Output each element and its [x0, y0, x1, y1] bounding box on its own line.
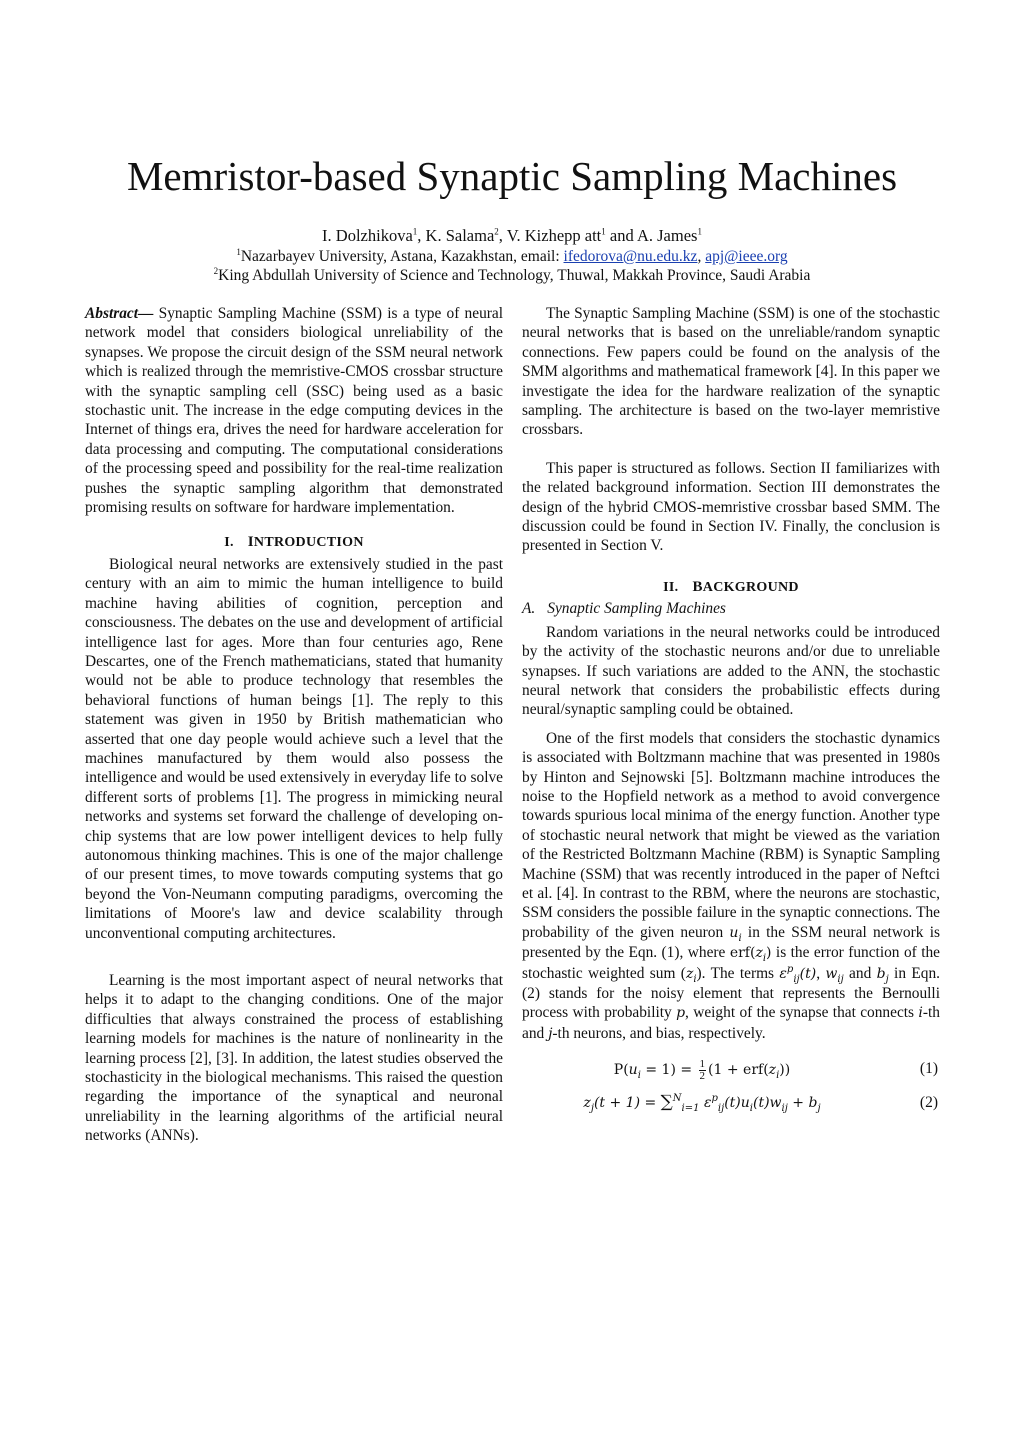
subsection-letter: A. — [522, 600, 536, 618]
fraction-numerator: 1 — [699, 1058, 706, 1071]
math-subscript: j — [590, 1103, 594, 1115]
subsection-title: Synaptic Sampling Machines — [547, 600, 726, 618]
affiliation-text: Nazarbayev University, Astana, Kazakhstan, email: — [240, 248, 564, 265]
section-number: I. — [224, 535, 234, 551]
paragraph: The Synaptic Sampling Machine (SSM) is one of the stochastic neural networks that is based on the unreliable/random synaptic connections. Few papers could be found on the analysis of the SMM algorithms and mathematical framework [4]. In this paper we investigate the idea for the hardware realization of the synaptic sampling. The architecture is based on the two-layer memristive crossbars. — [522, 305, 940, 439]
math-argument: (t) — [724, 1095, 741, 1112]
math-text: = 1) = — [640, 1062, 697, 1079]
section-title-initial: B — [692, 578, 703, 595]
paragraph: This paper is structured as follows. Section II familiarizes with the related background information. Section III demonstrates the design of the hybrid CMOS-memristive crossbar based SMM. The discussion could be found in Section IV. Finally, the conclusion is presented in Section V. — [522, 459, 940, 555]
equation-number: (1) — [919, 1060, 938, 1078]
affiliation-text: King Abdullah University of Science and Technology, Thuwal, Makkah Province, Saudi Arabia — [218, 267, 811, 284]
math-subscript: ij — [793, 973, 800, 985]
text-run: is the error function of the stochastic weighted sum ( — [522, 944, 940, 982]
text-run: , — [816, 964, 821, 982]
math-function: erf( — [729, 945, 756, 962]
math-subscript: i — [776, 1070, 780, 1082]
math-symbol: p — [676, 1005, 686, 1022]
left-column — [85, 304, 503, 1146]
math-subscript: j — [817, 1103, 821, 1115]
affiliation-mark: 1 — [236, 246, 241, 257]
equation-body — [522, 1093, 882, 1113]
math-symbol: w — [825, 965, 838, 982]
math-symbol: w — [769, 1095, 782, 1112]
math-symbol: ε — [779, 965, 787, 982]
paper-title: Memristor-based Synaptic Sampling Machines — [126, 153, 898, 199]
equation-number: (2) — [919, 1094, 938, 1112]
right-column — [522, 304, 940, 1121]
section-title-initial: I — [247, 534, 254, 551]
math-superscript: p — [711, 1093, 718, 1105]
math-argument: (t) — [799, 965, 817, 982]
author-list — [0, 225, 1024, 247]
author-separator: and — [605, 226, 637, 245]
math-subscript: j — [885, 973, 889, 985]
section-title-rest: ACKGROUND — [702, 579, 799, 595]
math-symbol: b — [808, 1095, 818, 1112]
math-subscript: ij — [717, 1103, 725, 1115]
text-run: in Eqn. (2) stands for the noisy element that represents the Bernoulli process with probability — [522, 964, 941, 1022]
subsection-heading — [522, 599, 940, 618]
affiliation-mark: 2 — [213, 265, 219, 276]
author-affiliation-mark: 1 — [697, 226, 702, 237]
math-symbol: j — [548, 1025, 553, 1042]
abstract-label: Abstract— — [85, 305, 154, 322]
section-title-rest: NTRODUCTION — [253, 535, 364, 551]
affiliation-2 — [0, 266, 1024, 286]
author-affiliation-mark: 1 — [412, 226, 418, 237]
author-name: V. Kizhepp att — [506, 226, 602, 245]
math-symbol: ε — [699, 1095, 712, 1112]
math-text: (t + 1) = — [593, 1095, 661, 1112]
math-subscript: i — [749, 1103, 753, 1115]
math-subscript: i — [762, 953, 767, 965]
summation-symbol: ∑ — [660, 1092, 673, 1113]
section-number: II. — [663, 579, 679, 595]
math-subscript: i — [693, 973, 697, 985]
math-symbol: i — [918, 1005, 923, 1022]
math-symbol: z — [583, 1095, 591, 1112]
math-text: )) — [779, 1062, 791, 1079]
math-subscript: i — [637, 1070, 641, 1082]
text-run: ). The terms — [696, 964, 780, 982]
math-subscript: ij — [837, 973, 844, 985]
author-name: A. James — [636, 226, 698, 245]
text-run: in the SSM neural network is presented by the Eqn. (1), where — [522, 923, 940, 962]
fraction-denominator: 2 — [699, 1070, 706, 1083]
math-paren: ) — [766, 945, 772, 962]
paragraph: Biological neural networks are extensively studied in the past century with an aim to mimic the human intelligence to build machine having abilities of cognition, perception and consciousness. The debates on the use and development of artificial intelligence last for ages. More than four centuries ago, Rene Descartes, one of the French mathematicians, stated that humanity would not be able to produce technology that resembles the behavioral functions of human beings [1]. The reply to this statement was given in 1950 by British mathematician who asserted that one day people would achieve such a level that the machines manufactured by them would also possess the intelligence and would be used extensively in everyday life to solve different sorts of problems [1]. The progress in mimicking neural networks and systems set forward the challenge of developing on-chip systems that are low power intelligent devices to help fully autonomous thinking machines. This is one of the major challenge of our present times, to move towards computing systems that go beyond the Von-Neumann computing paradigms, overcoming the limitations of Moore's law and device scalability through unconventional computing architectures. — [85, 555, 503, 942]
math-text: P( — [613, 1062, 629, 1079]
math-argument: (t) — [752, 1095, 770, 1112]
paragraph: Random variations in the neural networks could be introduced by the activity of the stochastic neurons and/or due to unreliable synapses. If such variations are added to the ANN, the stochastic neural network that considers the probabilistic effects during neural/synaptic sampling could be obtained. — [522, 623, 940, 719]
email-link[interactable]: ifedorova@nu.edu.kz — [563, 248, 698, 265]
math-superscript: N — [672, 1093, 682, 1105]
section-heading-introduction — [85, 533, 503, 552]
fraction — [699, 1059, 707, 1082]
author-name: K. Salama — [425, 226, 495, 245]
email-separator: , — [697, 248, 706, 265]
math-text: + — [787, 1095, 809, 1112]
text-run: , weight of the synapse that connects — [685, 1004, 919, 1022]
math-symbol: z — [755, 945, 763, 962]
math-symbol: z — [685, 965, 694, 982]
text-run: and — [843, 964, 877, 982]
author-name: I. Dolzhikova — [322, 226, 413, 245]
equation-2 — [522, 1087, 940, 1121]
text-run: -th and — [522, 1004, 940, 1042]
math-symbol: u — [729, 924, 739, 941]
math-symbol: u — [740, 1095, 750, 1112]
text-run: -th neurons, and bias, respectively. — [552, 1024, 766, 1042]
math-subscript: i — [738, 932, 742, 944]
paragraph: Learning is the most important aspect of neural networks that helps it to adapt to the changing conditions. One of the major difficulties that always constrained the process of establishing learning models for machines is the nature of nonlinearity in the learning process [2], [3]. In addition, the latest studies observed the stochasticity in the biological mechanisms. This raised the question regarding the importance of the synaptical and neuronal unreliability in the learning algorithms of the artificial neural networks (ANNs). — [85, 972, 503, 1145]
math-subscript: ij — [781, 1103, 788, 1115]
author-affiliation-mark: 1 — [601, 226, 606, 237]
author-separator: , — [498, 226, 507, 245]
author-affiliation-mark: 2 — [494, 226, 499, 237]
math-subscript: i=1 — [681, 1103, 700, 1115]
math-symbol: u — [628, 1062, 638, 1079]
equation-1 — [522, 1053, 940, 1087]
abstract-text: Synaptic Sampling Machine (SSM) is a type of neural network model that considers biological unreliability of the synapses. We propose the circuit design of the SSM neural network which is realized through the memristive-CMOS crossbar structure with the synaptic sampling cell (SSC) being used as a basic stochastic unit. The increase in the edge computing devices in the Internet of things era, drives the need for hardware acceleration for data processing and computing. The computational considerations of the processing speed and possibility for the real-time realization pushes the synaptic sampling algorithm that demonstrated promising results on software for hardware implementation. — [85, 305, 503, 517]
paragraph-with-math — [522, 729, 940, 1045]
math-text: (1 + erf( — [708, 1062, 769, 1079]
math-symbol: b — [876, 965, 886, 982]
email-link[interactable]: apj@ieee.org — [705, 248, 788, 265]
math-superscript: p — [786, 963, 794, 975]
math-symbol: z — [768, 1062, 777, 1079]
equation-body — [522, 1059, 882, 1082]
affiliation-1 — [0, 247, 1024, 267]
section-heading-background — [522, 578, 940, 597]
author-separator: , — [417, 226, 426, 245]
text-run: One of the first models that considers the stochastic dynamics is associated with Boltzmann machine that was presented in 1980s by Hinton and Sejnowski [5]. Boltzmann machine introduces the noise to the Hopfield network as a method to avoid convergence towards spurious local minima of the energy function. Another type of stochastic neural network that might be viewed as the variation of the Restricted Boltzmann Machine (RBM) is Synaptic Sampling Machine (SSM) that was recently introduced in the paper of Neftci et al. [4]. In contrast to the RBM, where the neurons are stochastic, SSM considers the possible failure in the synaptic connections. The probability of the given neuron — [522, 729, 940, 941]
abstract — [85, 304, 503, 517]
